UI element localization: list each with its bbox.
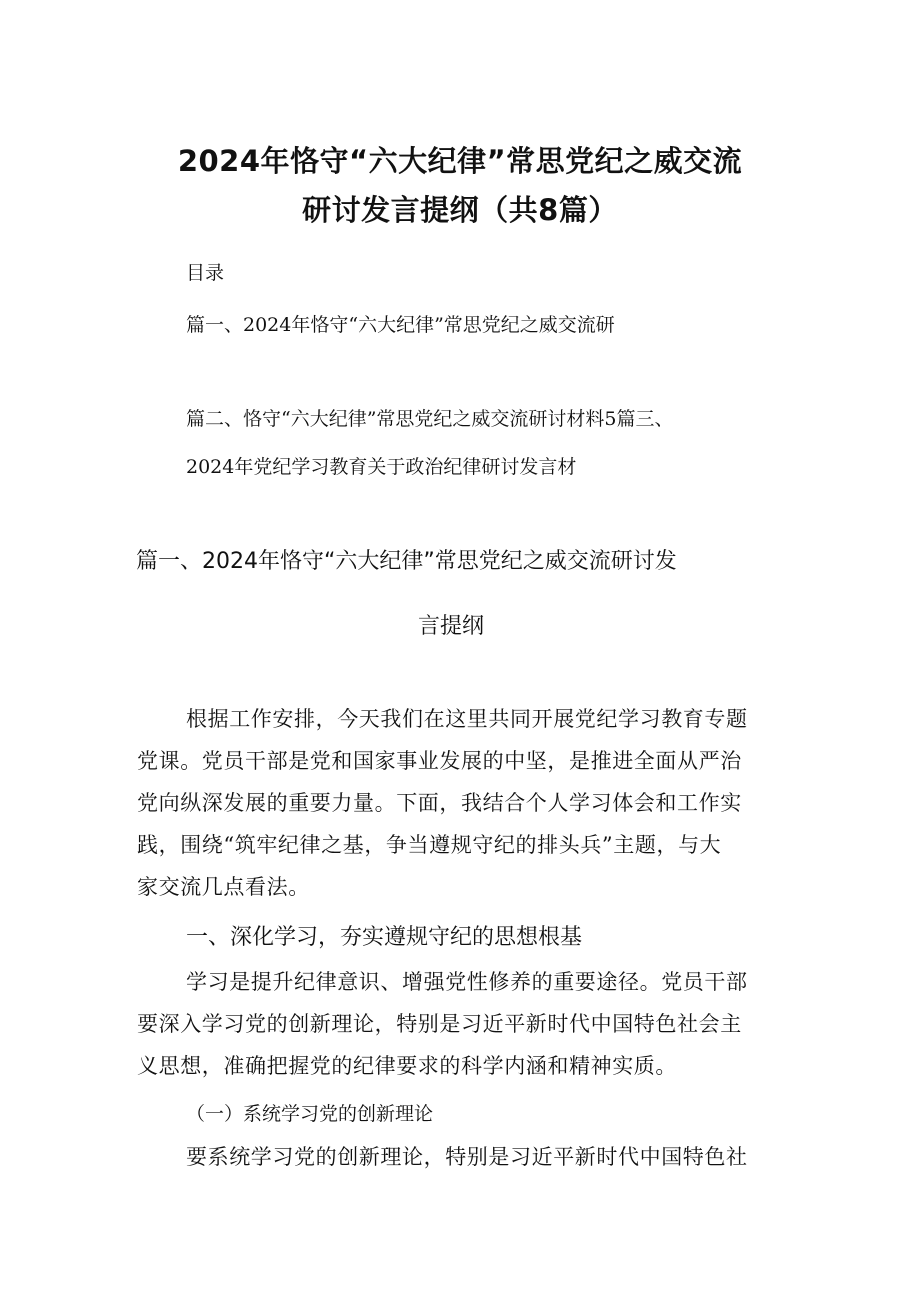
section-title-line-1: 篇一、2024年恪守“六大纪律”常思党纪之威交流研讨发 (136, 549, 677, 574)
heading-level-2: （一）系统学习党的创新理论 (186, 1103, 434, 1125)
toc-entry[interactable]: 篇一、2024年恪守“六大纪律”常思党纪之威交流研 (186, 314, 615, 336)
heading-level-1: 一、深化学习，夯实遵规守纪的思想根基 (186, 925, 583, 950)
paragraph-line: 要系统学习党的创新理论，特别是习近平新时代中国特色社 (186, 1145, 748, 1169)
paragraph-line: 践，围绕“筑牢纪律之基，争当遵规守纪的排头兵”主题，与大 (137, 833, 722, 857)
paragraph-line: 义思想，准确把握党的纪律要求的科学内涵和精神实质。 (137, 1054, 677, 1078)
paragraph-line: 学习是提升纪律意识、增强党性修养的重要途径。党员干部 (186, 970, 748, 994)
toc-entry[interactable]: 篇二、恪守“六大纪律”常思党纪之威交流研讨材料5篇三、 (186, 408, 674, 430)
paragraph-line: 家交流几点看法。 (137, 875, 310, 899)
paragraph-line: 要深入学习党的创新理论，特别是习近平新时代中国特色社会主 (137, 1012, 742, 1036)
paragraph-line: 党向纵深发展的重要力量。下面，我结合个人学习体会和工作实 (137, 791, 742, 815)
paragraph-line: 根据工作安排，今天我们在这里共同开展党纪学习教育专题 (186, 707, 748, 731)
document-title-line-2: 研讨发言提纲（共8篇） (302, 193, 618, 227)
paragraph-line: 党课。党员干部是党和国家事业发展的中坚，是推进全面从严治 (137, 749, 742, 773)
section-title-line-2: 言提纲 (418, 614, 485, 639)
toc-entry[interactable]: 2024年党纪学习教育关于政治纪律研讨发言材 (186, 456, 577, 478)
toc-heading: 目录 (186, 262, 225, 284)
document-title-line-1: 2024年恪守“六大纪律”常思党纪之威交流 (177, 144, 743, 178)
